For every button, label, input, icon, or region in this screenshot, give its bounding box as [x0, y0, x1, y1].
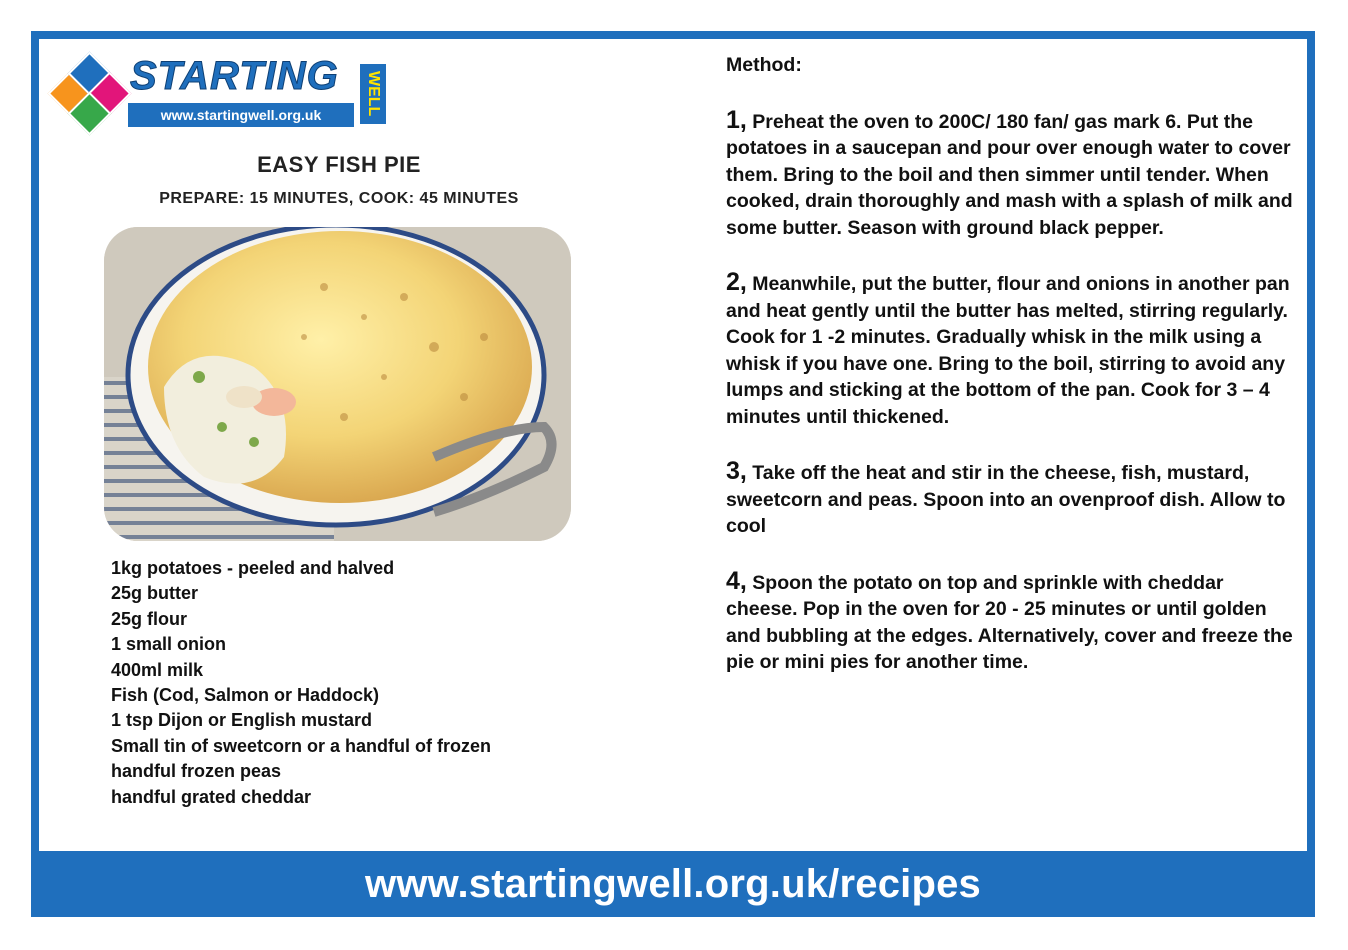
- logo-wordmark: STARTING: [130, 54, 339, 98]
- step-text: Take off the heat and stir in the cheese, fish, mustard, sweetcorn and peas. Spoon into an ovenproof dish. Allow to cool: [726, 462, 1286, 537]
- method-section: [726, 52, 1296, 704]
- ingredient-item: 25g flour: [111, 608, 188, 629]
- step-number: 2,: [726, 268, 747, 296]
- footer-url[interactable]: www.startingwell.org.uk/recipes: [365, 861, 981, 906]
- step-text: Meanwhile, put the butter, flour and onions in another pan and heat gently until the butter has melted, stirring regularly. Cook for 1 -2 minutes. Gradually whisk in the milk using a whisk if you have one. Bring to the boil, stirring to avoid any lumps and sticking at the bottom of the pan. Cook for 3 – 4 minutes until thickened.: [726, 273, 1290, 428]
- ingredient-item: Fish (Cod, Salmon or Haddock): [111, 685, 380, 706]
- fish-pie-photo: [104, 227, 571, 541]
- ingredient-item: 1kg potatoes - peeled and halved: [111, 558, 395, 578]
- ingredient-item: 400ml milk: [111, 659, 204, 680]
- recipe-title: EASY FISH PIE: [257, 152, 421, 177]
- ingredients-list: [111, 556, 591, 810]
- method-step: [726, 568, 1296, 676]
- logo-well: WELL: [360, 64, 386, 124]
- method-heading: Method:: [726, 54, 802, 76]
- ingredient-item: handful frozen peas: [111, 761, 282, 782]
- ingredient-item: 1 small onion: [111, 634, 227, 655]
- step-text: Preheat the oven to 200C/ 180 fan/ gas mark 6. Put the potatoes in a saucepan and pour over enough water to cover them. Bring to the boil and then simmer until tender. When cooked, drain thoroughly and mash with a splash of milk and some butter. Season with ground black pepper.: [726, 110, 1293, 239]
- step-number: 4,: [726, 566, 747, 595]
- step-number: 1,: [726, 105, 747, 134]
- family-icon: [48, 52, 128, 132]
- ingredient-item: 25g butter: [111, 583, 199, 604]
- starting-well-logo: [48, 52, 393, 132]
- step-number: 3,: [726, 457, 747, 485]
- logo-url: www.startingwell.org.uk: [128, 103, 354, 127]
- recipe-times: PREPARE: 15 MINUTES, COOK: 45 MINUTES: [159, 190, 519, 207]
- step-text: Spoon the potato on top and sprinkle with cheddar cheese. Pop in the oven for 20 - 25 minutes or until golden and bubbling at the edges. Alternatively, cover and freeze the pie or mini pies for another time.: [726, 571, 1293, 673]
- method-step: [726, 458, 1296, 540]
- ingredient-item: Small tin of sweetcorn or a handful of frozen: [111, 735, 492, 756]
- method-step: [726, 269, 1296, 430]
- ingredient-item: 1 tsp Dijon or English mustard: [111, 710, 373, 731]
- method-step: [726, 107, 1296, 242]
- ingredient-item: handful grated cheddar: [111, 786, 312, 807]
